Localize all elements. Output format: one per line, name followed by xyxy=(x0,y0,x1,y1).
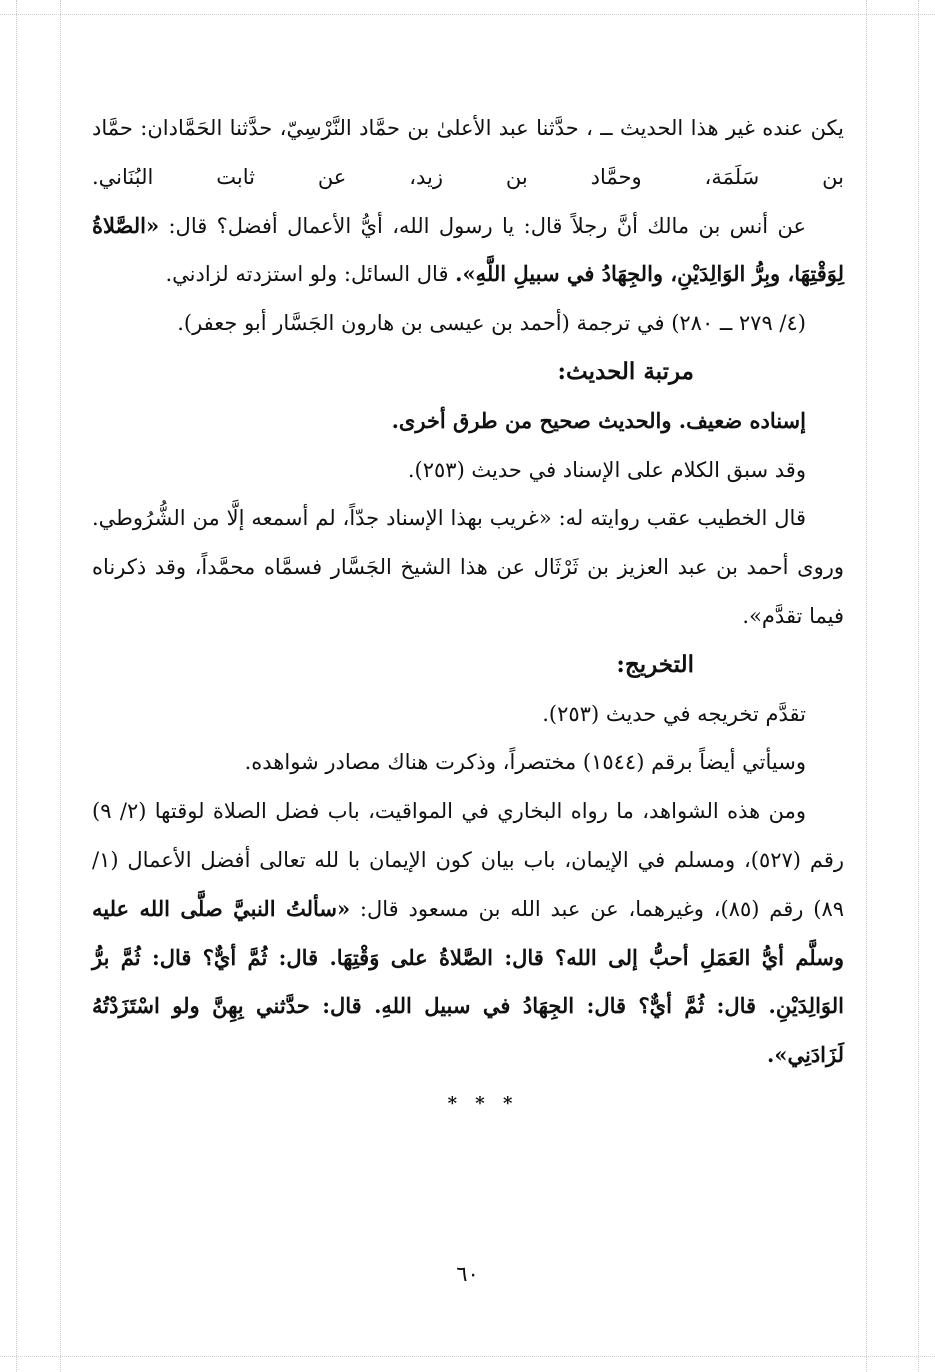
supporting-narrations-sources: ومن هذه الشواهد، ما رواه البخاري في المواقيت، باب فضل الصلاة لوقتها (٢/ ٩) رقم (٥٢٧)، ومسلم في الإيمان، باب بيان كون الإيمان با لله تعالى أفضل الأعمال (١/ ٨٩) رقم (٨٥)، وغيرهما، عن عبد الله بن مسعود قال: xyxy=(92,799,844,921)
heading-hadith-grade: مرتبة الحديث: xyxy=(557,357,694,385)
paragraph-hadith-text xyxy=(92,202,844,300)
page-body xyxy=(92,104,844,1129)
paragraph-previous-discussion: وقد سبق الكلام على الإسناد في حديث (٢٥٣). xyxy=(407,457,806,482)
paragraph-takhrij-reference: تقدَّم تخريجه في حديث (٢٥٣). xyxy=(542,701,806,726)
heading-takhrij: التخريج: xyxy=(616,650,694,678)
section-separator-stars: * * * xyxy=(447,1092,519,1114)
paragraph-upcoming-reference: وسيأتي أيضاً برقم (١٥٤٤) مختصراً، وذكرت هناك مصادر شواهده. xyxy=(244,750,806,775)
paragraph-chain-of-narration: يكن عنده غير هذا الحديث ــ ، حدَّثنا عبد الأعلىٰ بن حمَّاد النَّرْسِيّ، حدَّثنا الحَمَّادان: حمَّاد بن سَلَمَة، وحمَّاد بن زيد، عن ثابت البُنَاني. xyxy=(92,116,844,189)
paragraph-supporting-narrations xyxy=(92,787,844,1080)
page-number: ٦٠ xyxy=(456,1262,479,1286)
paragraph-biography-reference: (٤/ ٢٧٩ ــ ٢٨٠) في ترجمة (أحمد بن عيسى بن هارون الجَسَّار أبو جعفر). xyxy=(177,311,806,336)
paragraph-khatib-quote: قال الخطيب عقب روايته له: «غريب بهذا الإسناد جدّاً، لم أسمعه إلَّا من الشُّرُوطي. وروى أحمد بن عبد العزيز بن ثَرْثَال عن هذا الشيخ الجَسَّار فسمَّاه محمَّداً، وقد ذكرناه فيما تقدَّم». xyxy=(92,506,844,628)
paragraph-hadith-intro: عن أنس بن مالك أنَّ رجلاً قال: يا رسول الله، أيُّ الأعمال أفضل؟ قال: xyxy=(168,213,807,238)
hadith-quote: «الصَّلاةُ لِوَقْتِهَا، وبِرُّ الوَالِدَيْنِ، والجِهَادُ في سبيلِ اللَّهِ». xyxy=(92,212,844,287)
paragraph-grade-verdict: إسناده ضعيف. والحديث صحيح من طرق أخرى. xyxy=(391,407,806,433)
ibn-masud-hadith-quote: «سألتُ النبيَّ صلَّى الله عليه وسلَّم أيُّ العَمَلِ أحبُّ إلى الله؟ قال: الصَّلاةُ على وَقْتِهَا. قال: ثُمَّ أيٌّ؟ قال: ثُمَّ برُّ الوَالِدَيْنِ. قال: ثُمَّ أيٌّ؟ قال: الجِهَادُ في سبيل اللهِ. قال: حدَّثني بِهِنَّ ولو اسْتَزَدْتُهُ لَزَادَنِي». xyxy=(92,895,844,1068)
paragraph-hadith-rest: قال السائل: ولو استزدته لزادني. xyxy=(165,262,449,287)
